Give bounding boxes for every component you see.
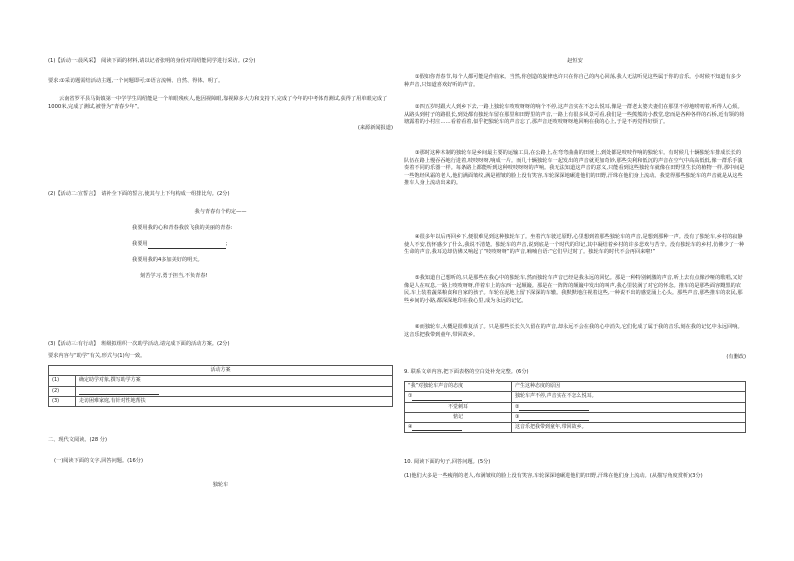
plan-answer-blank[interactable] [79,389,159,395]
plan-row-num: (2) [49,386,76,396]
oath-line-3-text: 我要用我的4多加美好的明天。 [132,257,203,263]
activity1-requirement-text: 要求:①采访题需结活动主题,一个问题即可;②语言流畅、自然、得体、明了。 [48,78,224,84]
q9-answer-cell-4[interactable] [405,423,512,433]
q9-col-header-attitude: “我”对独轮车声音的态度 [405,382,512,392]
activity1-header [48,58,393,66]
activity1-material-text: 云南省罗平县马街镇第一中学学生周绍能是一个单眼残疾人,他因视障眼,靠视障多大力和支持下,完成了今年的中考体育测试,获得了用单眼完成了1000米,完成了测试,被誉为“青春少年”。 [48,96,388,110]
q9-row-3-right: ③ [515,413,520,420]
paragraph-3 [404,150,746,188]
q9-row-4-left: ④ [408,424,413,430]
paragraph-4-text: ④很多年以后再回乡下,便很难见到这种独轮车了。坐着汽车驶过原野,心里想到着那些独轮车的声音,是想到那种一声。没有了独轮车,乡村的寂静使人不安,伤怀感少了什么,我说不清楚。独轮车的声音,说到底是一个时代的印记,其中凝结着乡村的许多悲欢与苦辛。没有独轮车的乡村,仿佛少了一种生命的声音,我耳边却仿佛又响起了“吱吱呀呀”的声音,喃喃自语:“它们早过时了。独轮车的时代不会再回来啦!” [404,234,745,256]
paragraph-1 [404,74,746,89]
q9-answer-cell-1[interactable] [405,392,512,402]
oath-line-4 [140,273,393,281]
plan-row [49,396,393,406]
oath-line-3 [132,257,393,265]
table-row [405,423,746,433]
activity-plan-table [48,365,393,407]
paragraph-5 [404,275,746,305]
paragraph-2-text: ②四五岁时跟大人到乡下去,一路上独轮车吱吱呀呀的响个不停,这声音实在不怎么悦耳,像是一群老太婆夫妻们在那里不停地唠叨着,听得人心烦。从路头到村子的路很长,到处都有独轮车留在那里和田野里的声音,一路上有很多风景可看,我们是一些熊熊的小教堂,您而是各种各样的石桥,近有领的荷塘露着的小村庄……看着看着,似乎把独轮车的声音忘了,那声音还吱吱呀呀地回响在我的心上,于是不再觉得好烦了。 [404,104,745,126]
activity3-header [48,341,393,349]
plan-row-text: 走访困难家庭,有针对性地帮扶 [76,396,393,406]
activity1-source-text: (来源新闻报道) [357,125,393,131]
question-10-part-1 [404,473,746,481]
section2-title [48,437,393,445]
q9-row-1-right: 独轮车声不停,声音实在不怎么悦耳。 [512,392,746,402]
oath-line-2-prefix: 我要用 [132,241,148,247]
q9-blank-2[interactable] [519,405,589,411]
reading1-title [48,482,393,490]
activity1-requirement [48,78,393,86]
q9-row-3-left: 惦记 [405,412,512,422]
q9-blank-1[interactable] [412,395,462,401]
question-10-header [404,459,746,467]
q9-answer-cell-3[interactable] [512,412,746,422]
reading1-header [54,458,393,466]
activity2-header-text: (2)【活动二:宣誓言】 请补全下面的誓言,使其与上下句构成一组排比句。(2分) [48,191,230,197]
q9-row-1-left: ① [408,393,413,400]
q9-row-2-left: 不觉刺耳 [405,402,512,412]
paragraph-3-text: ③那时这种木制的独轮车是乡间最主要的运输工具,在公路上,在弯弯曲曲的田埂上,到处都是吱吱作响的独轮车。有时候几十辆独轮车排成长长的队伍在路上慢吞吞地行进着,吱吱呀呀,响成一片。而几十辆独轮车一起发出的声音就更加奇妙,那些尖利和低沉的声音在空气中高高低低,像一群乐手演奏着不同的乐器一样。每条路上都能听到这种吱吱呀呀的声响。我无法知道这声音的意义,只能看到这些独轮车就像在田野里生长的植物一样,那中间是一些饱经风霜的老人,他们满面皱纹,满是褶皱的脸上没有笑容,车轮深深地碾进他们的田野,汗珠在他们身上流动。我觉得那些独轮车的声音就是从这些推车人身上流动出来的。 [404,150,745,187]
article-author-text: 赵恒安 [567,58,583,64]
paragraph-1-text: ①假如你青春节,每个人都可能是作曲家。当然,你创造的旋律也许只在你自己的内心回荡,我人无法听见这些属于你的音乐。小时候不知道有多少种声音,只知道喜欢好听的声音。 [404,74,742,88]
paragraph-6-text: ⑥而独轮车,大概是很难复活了。只是那些长长久久留在的声音,却永远不会在我的心中消失,它们化成了属于我的音乐,刻在我的记忆中永远回响。这音乐把我带到童年,带回故乡。 [404,324,743,338]
reading1-title-text: 独轮车 [212,482,229,488]
table-row [405,392,746,402]
plan-row-text: 确定助学对象,撰写助学方案 [76,376,393,386]
activity1-header-text: (1)【活动一:晨风采】 阅读下面的材料,请以记者张明的身份对周绍能同学进行采访。(2分) [48,58,256,64]
table-row [405,412,746,422]
paragraph-6 [404,324,746,339]
section2-title-text: 二、现代文阅读。(28 分) [48,437,107,443]
question-9-table [404,381,746,433]
plan-row [49,376,393,386]
oath-line-2: 我要用 ; [132,241,228,247]
activity3-header-text: (3)【活动三:有行动】 班级拟组织一次助学活动,请完成下面的活动方案。(2分) [48,341,230,347]
oath-line-1 [132,225,393,233]
oath-line-4-text: 刻苦学习,勇于担当,不负青春! [140,273,208,279]
oath-answer-blank[interactable] [148,243,226,249]
reading1-header-text: (一)阅读下面的文字,回答问题。(16分) [54,458,143,464]
activity1-source [48,125,393,133]
plan-title-cell: 活动方案 [49,366,393,376]
article-source-text: (有删改) [726,354,746,360]
q9-blank-3[interactable] [519,415,589,421]
q9-row-2-right: ② [515,403,520,410]
activity3-requirement [48,353,393,361]
q9-answer-cell-2[interactable] [512,402,746,412]
activity1-material [48,96,393,111]
question-10-part-1-text: (1)他们大多是一些瘦削的老人,布满皱纹的脸上没有笑容,车轮深深地碾进他们的田野,汗珠在他们身上流动。(从描写角度赏析)(3分) [404,473,703,479]
plan-row-num: (3) [49,396,76,406]
activity2-header [48,191,393,199]
table-row [405,402,746,412]
q9-blank-4[interactable] [412,425,462,431]
oath-title [48,209,393,217]
q9-col-header-reason: 产生这种态度的原因 [512,382,746,392]
article-author [404,58,746,66]
q9-row-4-right: 这音乐把我带到童年,带回故乡。 [512,423,746,433]
paragraph-4 [404,234,746,257]
plan-row [49,386,393,396]
question-9-header [404,369,746,377]
question-9-header-text: 9. 联系文章内容,把下面表格的空白处补充完整。(6分) [404,369,529,375]
paragraph-5-text: ⑤我知道自己想听的,只是那些在我心中的独轮车,然而独轮车声音已经是我永远的回忆。那是一种特别刺激的声音,听上去有点像沙哑的歌唱,又好像是人在叹息,一路上吱吱呀呀,伴着车上的东西一起颠簸。那是在一阵阵的颠簸中发出的叫声,我心里装满了对它的怀念。推车的是那些面容黝黑的农民,车上装着蔬菜粮食和自家的孩子。车轮在泥地上留下深深的车辙。我默默地注视着这些,一种说不出的感觉涌上心头。那些声音,那些推车的农民,那些乡间的小路,都深深地印在我心里,成为永远的记忆。 [404,275,743,304]
question-10-header-text: 10. 阅读下面的句子,回答问题。(5分) [404,459,491,465]
activity3-requirement-text: 要求内容与“助学”有关,形式与(1)句一致。 [48,353,146,359]
plan-answer-cell[interactable] [76,386,393,396]
oath-title-text: 我与青春有个约定—— [194,209,247,215]
paragraph-2 [404,104,746,127]
article-source [404,354,746,362]
oath-line-1-text: 我要用我的心和青春我放飞我的美丽的青春: [132,225,233,231]
plan-row-num: (1) [49,376,76,386]
